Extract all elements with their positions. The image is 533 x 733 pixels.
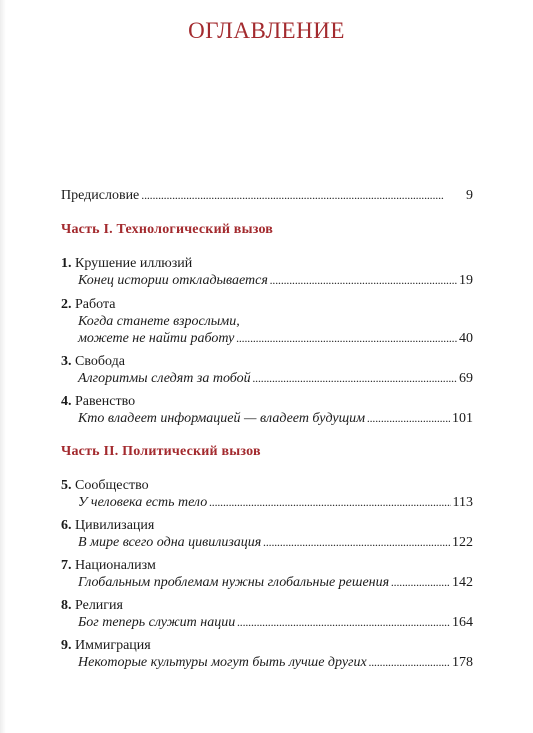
- page-title: ОГЛАВЛЕНИЕ: [188, 18, 345, 43]
- toc-entry-label: Предисловие: [61, 188, 140, 203]
- toc-entry-chapter-8[interactable]: [78, 614, 473, 631]
- chapter-heading[interactable]: [61, 353, 125, 370]
- chapter-subtitle: можете не найти работу: [78, 331, 235, 346]
- toc-entry-chapter-9[interactable]: [78, 654, 473, 671]
- toc-entry-chapter-2[interactable]: [78, 330, 473, 347]
- chapter-number: 4.: [61, 394, 72, 409]
- toc-page-number: 113: [452, 495, 473, 510]
- dot-leader: [237, 614, 450, 631]
- chapter-heading[interactable]: [61, 557, 156, 574]
- dot-leader: [209, 494, 450, 511]
- part-heading: Часть II. Политический вызов: [61, 444, 261, 459]
- chapter-number: 1.: [61, 256, 72, 271]
- toc-page-number: 40: [459, 331, 473, 346]
- toc-entry-chapter-7[interactable]: [78, 574, 473, 591]
- chapter-title: Сообщество: [75, 478, 149, 493]
- chapter-subtitle: Кто владеет информацией — владеет будущим: [78, 411, 366, 426]
- dot-leader: [369, 654, 450, 671]
- toc-entry-chapter-5[interactable]: [78, 494, 473, 511]
- chapter-heading[interactable]: [61, 477, 149, 494]
- chapter-subtitle: В мире всего одна цивилизация: [78, 535, 262, 550]
- toc-page-number: 142: [452, 575, 473, 590]
- page-edge-shadow: [0, 0, 6, 733]
- toc-entry-chapter-1[interactable]: [78, 272, 473, 289]
- chapter-heading[interactable]: [61, 255, 192, 272]
- toc-entry-preface[interactable]: [61, 187, 473, 204]
- chapter-title: Национализм: [75, 558, 156, 573]
- chapter-title: Работа: [75, 297, 116, 312]
- dot-leader: [391, 574, 450, 591]
- chapter-heading[interactable]: [61, 597, 123, 614]
- chapter-title: Равенство: [75, 394, 136, 409]
- chapter-heading[interactable]: [61, 517, 154, 534]
- toc-entry-chapter-3[interactable]: [78, 370, 473, 387]
- chapter-heading[interactable]: [61, 393, 135, 410]
- toc-page-number: 122: [452, 535, 473, 550]
- chapter-title: Цивилизация: [75, 518, 155, 533]
- chapter-number: 6.: [61, 518, 72, 533]
- toc-page-number: 19: [459, 273, 473, 288]
- chapter-number: 2.: [61, 297, 72, 312]
- chapter-subtitle-line: Когда станете взрослыми,: [78, 314, 240, 329]
- chapter-heading[interactable]: [61, 637, 151, 654]
- chapter-title: Крушение иллюзий: [75, 256, 193, 271]
- toc-entry-chapter-6[interactable]: [78, 534, 473, 551]
- chapter-subtitle: У человека есть тело: [78, 495, 208, 510]
- part-heading: Часть I. Технологический вызов: [61, 222, 274, 237]
- chapter-number: 8.: [61, 598, 72, 613]
- dot-leader: [270, 272, 457, 289]
- toc-page-number: 69: [459, 371, 473, 386]
- dot-leader: [367, 410, 450, 427]
- toc-page-number: 101: [452, 411, 473, 426]
- chapter-subtitle: Бог теперь служит нации: [78, 615, 236, 630]
- dot-leader: [263, 534, 450, 551]
- chapter-number: 7.: [61, 558, 72, 573]
- dot-leader: [141, 187, 464, 204]
- dot-leader: [236, 330, 457, 347]
- chapter-heading[interactable]: [61, 296, 115, 313]
- toc-page-number: 9: [466, 188, 473, 203]
- toc-page-number: 178: [452, 655, 473, 670]
- chapter-number: 9.: [61, 638, 72, 653]
- chapter-subtitle: Глобальным проблемам нужны глобальные решения: [78, 575, 390, 590]
- chapter-title: Религия: [75, 598, 123, 613]
- chapter-subtitle: Алгоритмы следят за тобой: [78, 371, 251, 386]
- toc-entry-chapter-4[interactable]: [78, 410, 473, 427]
- chapter-number: 5.: [61, 478, 72, 493]
- dot-leader: [253, 370, 457, 387]
- chapter-subtitle: Конец истории откладывается: [78, 273, 268, 288]
- toc-page-number: 164: [452, 615, 473, 630]
- chapter-title: Иммиграция: [75, 638, 151, 653]
- chapter-title: Свобода: [75, 354, 125, 369]
- chapter-subtitle: Некоторые культуры могут быть лучше других: [78, 655, 367, 670]
- chapter-number: 3.: [61, 354, 72, 369]
